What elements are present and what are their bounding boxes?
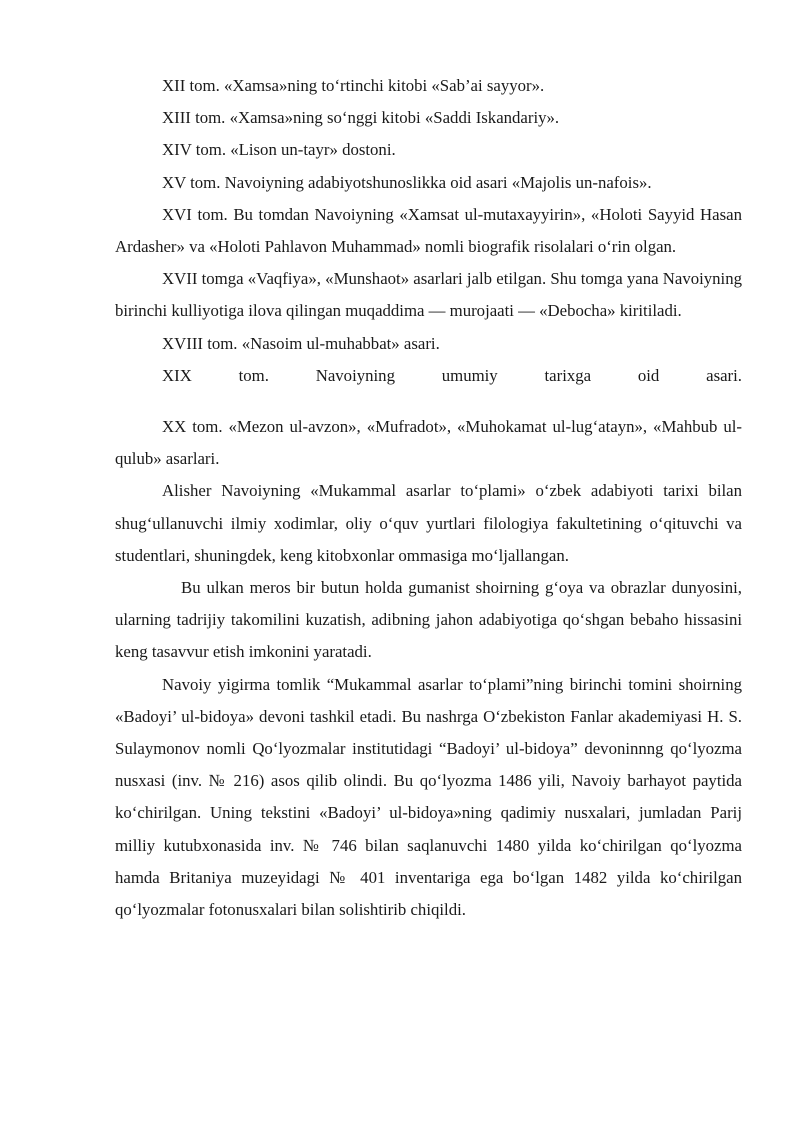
paragraph-gap bbox=[115, 392, 742, 411]
paragraph-first-volume: Navoiy yigirma tomlik “Mukammal asarlar to‘plami”ning birinchi tomini shoirning «Badoyi’ ul-bidoya» devoni tashkil etadi. Bu nashrga O‘zbekiston Fanlar akademiyasi H. S. Sulaymonov nomli Qo‘lyozmalar institutidagi “Badoyi’ ul-bidoya” devoninnng qo‘lyozma nusxasi (inv. № 216) asos qilib olindi. Bu qo‘lyozma 1486 yili, Navoiy barhayot paytida ko‘chirilgan. Uning tekstini «Badoyi’ ul-bidoya»ning qadimiy nusxalari, jumladan Parij milliy kutubxonasida inv. № 746 bilan saqlanuvchi 1480 yilda ko‘chirilgan qo‘lyozma hamda Britaniya muzeyidagi № 401 inventariga ega bo‘lgan 1482 yilda ko‘chirilgan qo‘lyozmalar fotonusxalari bilan solishtirib chiqildi. bbox=[115, 674, 742, 920]
paragraph-collection-purpose: Alisher Navoiyning «Mukammal asarlar to‘plami» o‘zbek adabiyoti tarixi bilan shug‘ullanuvchi ilmiy xodimlar, oliy o‘quv yurtlari filologiya fakultetining o‘qituvchi va studentlari, shuningdek, keng kitobxonlar ommasiga mo‘ljallangan. bbox=[115, 481, 742, 565]
document-body bbox=[115, 70, 742, 926]
paragraph-tom-xiii: XIII tom. «Xamsa»ning so‘nggi kitobi «Saddi Iskandariy». bbox=[162, 108, 560, 128]
paragraph-tom-xx: XX tom. «Mezon ul-avzon», «Mufradot», «Muhokamat ul-lug‘atayn», «Mahbub ul-qulub» asarlari. bbox=[115, 417, 742, 469]
paragraph-tom-xviii: XVIII tom. «Nasoim ul-muhabbat» asari. bbox=[162, 333, 440, 353]
paragraph-tom-xii: XII tom. «Xamsa»ning to‘rtinchi kitobi «Sab’ai sayyor». bbox=[162, 76, 545, 95]
paragraph-tom-xix: XIX tom. Navoiyning umumiy tarixga oid asari. bbox=[162, 365, 742, 385]
paragraph-legacy: Bu ulkan meros bir butun holda gumanist shoirning g‘oya va obrazlar dunyosini, ularning tadrijiy takomilini kuzatish, adibning jahon adabiyotiga qo‘shgan bebaho hissasini keng tasavvur etish imkonini yaratadi. bbox=[115, 578, 742, 662]
paragraph-tom-xvii: XVII tomga «Vaqfiya», «Munshaot» asarlari jalb etilgan. Shu tomga yana Navoiyning birinchi kulliyotiga ilova qilingan muqaddima — murojaati — «Debocha» kiritiladi. bbox=[115, 269, 742, 321]
paragraph-tom-xvi: XVI tom. Bu tomdan Navoiyning «Xamsat ul-mutaxayyirin», «Holoti Sayyid Hasan Ardasher» va «Holoti Pahlavon Muhammad» nomli biografik risolalari o‘rin olgan. bbox=[115, 204, 742, 257]
paragraph-tom-xiv: XIV tom. «Lison un-tayr» dostoni. bbox=[162, 140, 396, 160]
paragraph-tom-xv: XV tom. Navoiyning adabiyotshunoslikka oid asari «Majolis un-nafois». bbox=[162, 172, 652, 192]
